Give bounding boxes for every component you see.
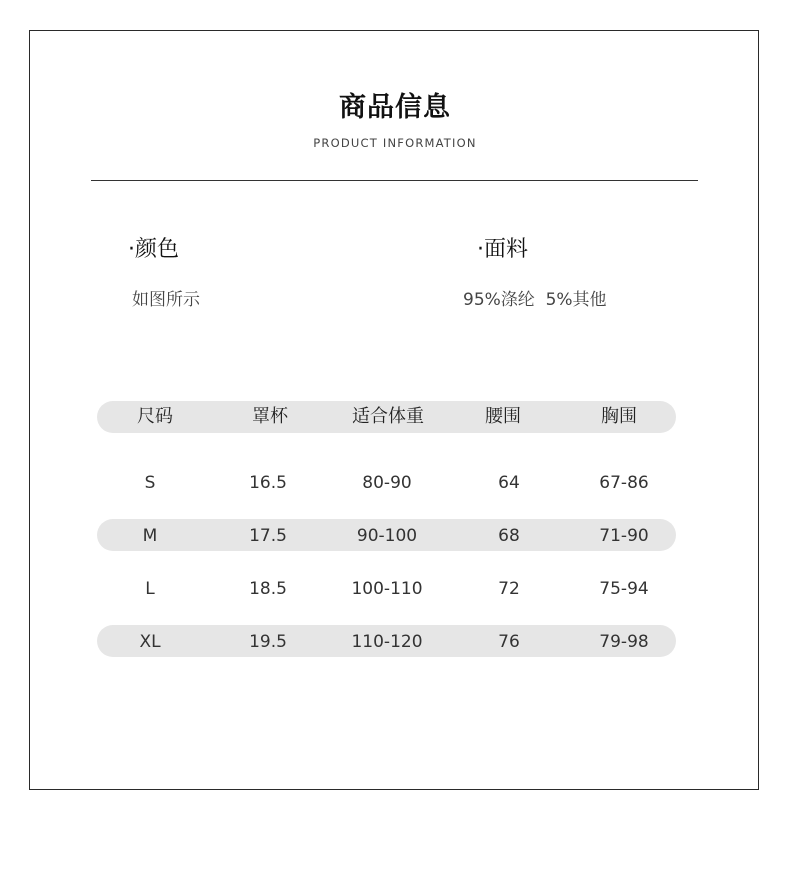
table-cell: 18.5 [249, 579, 287, 599]
column-header-cup: 罩杯 [252, 406, 288, 427]
table-cell: 68 [498, 526, 520, 546]
color-section-label: ·颜色 [128, 237, 179, 262]
page-title: 商品信息 [339, 92, 451, 123]
table-cell: 16.5 [249, 473, 287, 493]
table-cell: S [144, 473, 156, 493]
table-cell: 64 [498, 473, 520, 493]
table-cell: 90-100 [356, 526, 418, 546]
table-cell: L [145, 579, 155, 599]
column-header-weight: 适合体重 [352, 406, 424, 427]
table-cell: 75-94 [599, 579, 649, 599]
table-cell: 100-110 [351, 579, 423, 599]
table-cell: 80-90 [362, 473, 412, 493]
table-cell: 76 [498, 632, 520, 652]
table-cell: M [142, 526, 158, 546]
color-section-value: 如图所示 [132, 290, 200, 310]
column-header-size: 尺码 [137, 406, 173, 427]
fabric-section-value: 95%涤纶 5%其他 [463, 290, 607, 310]
table-cell: 72 [498, 579, 520, 599]
table-cell: XL [139, 632, 161, 652]
table-cell: 110-120 [351, 632, 423, 652]
fabric-section-label: ·面料 [477, 237, 528, 262]
title-divider [91, 180, 698, 181]
column-header-waist: 腰围 [485, 406, 521, 427]
table-cell: 67-86 [599, 473, 649, 493]
page-subtitle: PRODUCT INFORMATION [313, 136, 477, 150]
column-header-bust: 胸围 [601, 406, 637, 427]
table-cell: 71-90 [599, 526, 649, 546]
table-cell: 17.5 [249, 526, 287, 546]
table-cell: 19.5 [249, 632, 287, 652]
table-cell: 79-98 [599, 632, 649, 652]
